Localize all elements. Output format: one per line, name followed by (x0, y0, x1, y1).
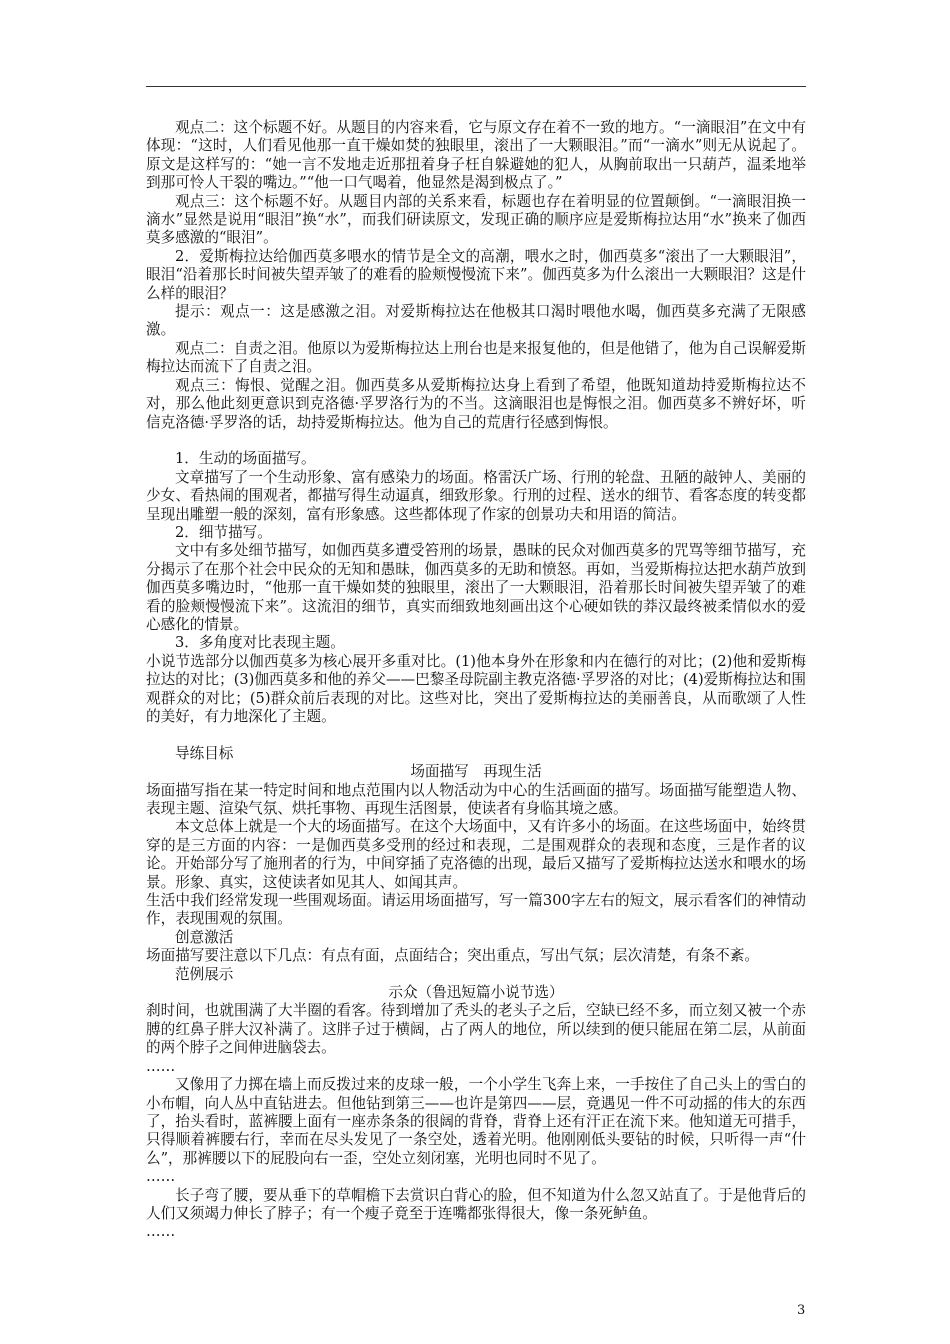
paragraph: 观点二：自责之泪。他原以为爱斯梅拉达上刑台也是来报复他的，但是他错了，他为自己误解爱斯梅拉达而流下了自责之泪。 (146, 339, 806, 376)
section-heading: 1．生动的场面描写。 (175, 450, 316, 468)
paragraph: 2．爱斯梅拉达给伽西莫多喂水的情节是全文的高潮，喂水之时，伽西莫多“滚出了一大颗眼泪”，眼泪“沿着那长时间被失望弄皱了的难看的脸颊慢慢流下来”。伽西莫多为什么滚出一大颗眼泪？这是什么样的眼泪？ (146, 247, 806, 302)
section-heading: 导练目标 (175, 744, 234, 762)
paragraph: 本文总体上就是一个大的场面描写。在这个大场面中，又有许多小的场面。在这些场面中，始终贯穿的是三方面的内容：一是伽西莫多受刑的经过和表现，二是围观群众的表现和态度，三是作者的议论。开始部分写了施刑者的行为，中间穿插了克洛德的出现，最后又描写了爱斯梅拉达送水和喂水的场景。形象、真实，这使读者如见其人、如闻其声。 (146, 818, 806, 891)
paragraph: 又像用了力掷在墙上而反拨过来的皮球一般，一个小学生飞奔上来，一手按住了自己头上的雪白的小布帽，向人丛中直钻进去。但他钻到第三——也许是第四——层，竟遇见一件不可动摇的伟大的东西了，抬头看时，蓝裤腰上面有一座赤条条的很阔的背脊，背脊上还有汗正在流下来。他知道无可措手，只得顺着裤腰右行，幸而在尽头发见了一条空处，透着光明。他刚刚低头要钻的时候，只听得一声“什么”，那裤腰以下的屁股向右一歪，空处立刻闭塞，光明也同时不见了。 (146, 1076, 806, 1167)
paragraph: 小说节选部分以伽西莫多为核心展开多重对比。(1)他本身外在形象和内在德行的对比；(2)他和爱斯梅拉达的对比；(3)伽西莫多和他的养父——巴黎圣母院副主教克洛德·孚罗洛的对比；(4)爱斯梅拉达和围观群众的对比；(5)群众前后表现的对比。这些对比，突出了爱斯梅拉达的美丽善良，从而歌颂了人性的美好，有力地深化了主题。 (146, 652, 806, 725)
paragraph-gap (146, 432, 806, 450)
section-heading: 范例展示 (175, 965, 234, 983)
paragraph: 长子弯了腰，要从垂下的草帽檐下去赏识白背心的脸，但不知道为什么忽又站直了。于是他背后的人们又须竭力伸长了脖子；有一个瘦子竟至于连嘴都张得很大，像一条死鲈鱼。 (146, 1186, 806, 1222)
paragraph: 刹时间，也就围满了大半圈的看客。待到增加了秃头的老头子之后，空缺已经不多，而立刻又被一个赤膊的红鼻子胖大汉补满了。这胖子过于横阔，占了两人的地位，所以续到的便只能屈在第二层，从前面的两个脖子之间伸进脑袋去。 (146, 1002, 806, 1057)
paragraph: 文中有多处细节描写，如伽西莫多遭受笞刑的场景，愚昧的民众对伽西莫多的咒骂等细节描写，充分揭示了在那个社会中民众的无知和愚昧，伽西莫多的无助和愤怒。再如，当爱斯梅拉达把水葫芦放到伽西莫多嘴边时，“他那一直干燥如焚的独眼里，滚出了一大颗眼泪，沿着那长时间被失望弄皱了的难看的脸颊慢慢流下来”。这流泪的细节，真实而细致地刻画出这个心硬如铁的莽汉最终被柔情似水的爱心感化的情景。 (146, 542, 806, 633)
paragraph: 场面描写要注意以下几点：有点有面，点面结合；突出重点，写出气氛；层次清楚，有条不紊。 (146, 947, 759, 965)
ellipsis-line: …… (146, 1057, 176, 1075)
paragraph-gap (146, 726, 806, 744)
ellipsis-line: …… (146, 1168, 176, 1186)
header-rule (146, 86, 806, 87)
paragraph: 观点二：这个标题不好。从题目的内容来看，它与原文存在着不一致的地方。“一滴眼泪”在文中有体现：“这时，人们看见他那一直干燥如焚的独眼里，滚出了一大颗眼泪。”而“一滴水”则无从说起了。原文是这样写的：“她一言不发地走近那扭着身子枉自躲避她的犯人，从胸前取出一只葫芦，温柔地举到那可怜人干裂的嘴边。”“他一口气喝着，他显然是渴到极点了。” (146, 119, 806, 192)
paragraph: 场面描写指在某一特定时间和地点范围内以人物活动为中心的生活画面的描写。场面描写能塑造人物、表现主题、渲染气氛、烘托事物、再现生活图景，使读者有身临其境之感。 (146, 781, 806, 817)
document-body (146, 119, 806, 1242)
section-heading: 3．多角度对比表现主题。 (175, 634, 345, 652)
page-number: 3 (797, 1303, 806, 1318)
section-heading: 2．细节描写。 (175, 523, 272, 541)
paragraph: 文章描写了一个生动形象、富有感染力的场面。格雷沃广场、行刑的轮盘、丑陋的敲钟人、美丽的少女、看热闹的围观者，都描写得生动逼真，细致形象。行刑的过程、送水的细节、看客态度的转变都呈现出雕塑一般的深刻，富有形象感。这些都体现了作家的创景功夫和用语的简洁。 (146, 468, 806, 523)
section-heading: 创意激活 (175, 928, 234, 946)
ellipsis-line: …… (146, 1223, 176, 1241)
centered-title: 示众（鲁迅短篇小说节选） (388, 984, 564, 1002)
paragraph: 生活中我们经常发现一些围观场面。请运用场面描写，写一篇300字左右的短文，展示看客们的神情动作，表现围观的氛围。 (146, 892, 806, 928)
centered-title: 场面描写 再现生活 (410, 763, 542, 781)
paragraph: 提示：观点一：这是感激之泪。对爱斯梅拉达在他极其口渴时喂他水喝，伽西莫多充满了无限感激。 (146, 303, 806, 339)
paragraph: 观点三：这个标题不好。从题目内部的关系来看，标题也存在着明显的位置颠倒。“一滴眼泪换一滴水”显然是说用“眼泪”换“水”，而我们研读原文，发现正确的顺序应是爱斯梅拉达用“水”换来了伽西莫多感激的“眼泪”。 (146, 192, 806, 247)
paragraph: 观点三：悔恨、觉醒之泪。伽西莫多从爱斯梅拉达身上看到了希望，他既知道劫持爱斯梅拉达不对，那么他此刻更意识到克洛德·孚罗洛行为的不当。这滴眼泪也是悔恨之泪。伽西莫多不辨好坏，听信克洛德·孚罗洛的话，劫持爱斯梅拉达。他为自己的荒唐行径感到悔恨。 (146, 376, 806, 431)
